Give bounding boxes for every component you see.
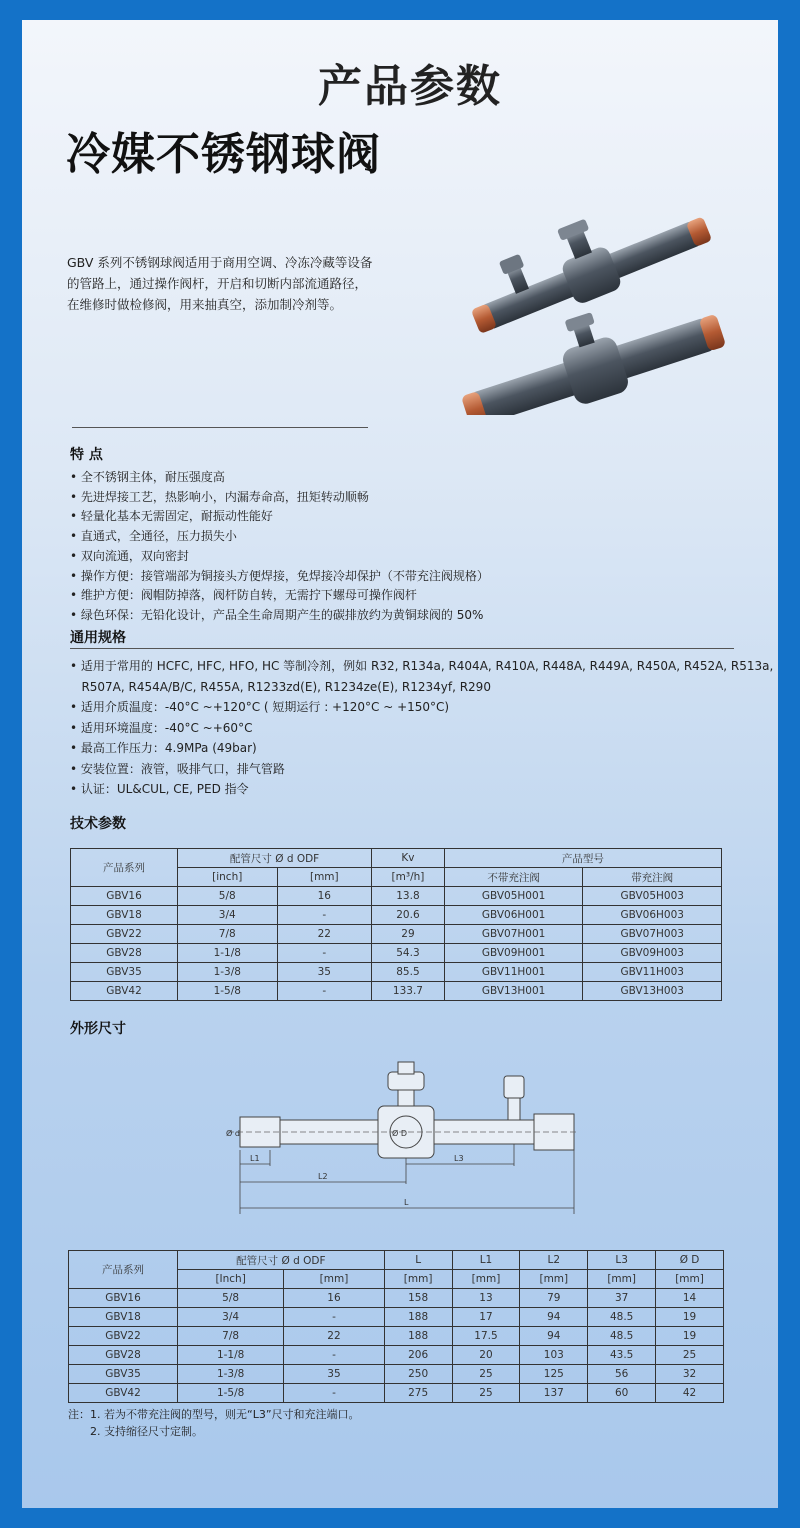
table-row: [71, 982, 722, 1001]
table-cell: 5/8: [178, 1289, 284, 1308]
table-row: [69, 1289, 724, 1308]
notes: [68, 1406, 360, 1440]
table-cell: GBV18: [69, 1308, 178, 1327]
table-cell: 275: [384, 1384, 452, 1403]
table-cell: 14: [656, 1289, 724, 1308]
header-L3: L3: [588, 1251, 656, 1270]
header-mm: [mm]: [384, 1270, 452, 1289]
table-cell: 1-1/8: [178, 944, 278, 963]
label-L3: L3: [454, 1154, 464, 1163]
table-cell: GBV05H001: [444, 887, 583, 906]
list-item: • 绿色环保：无铅化设计，产品全生命周期产生的碳排放约为黄铜球阀的 50%: [70, 607, 484, 622]
features-heading: 特 点: [70, 447, 103, 463]
table-cell: 1-1/8: [178, 1346, 284, 1365]
table-cell: 94: [520, 1308, 588, 1327]
table-cell: 1-5/8: [178, 1384, 284, 1403]
table-cell: 19: [656, 1327, 724, 1346]
table-row: [71, 887, 722, 906]
table-cell: GBV18: [71, 906, 178, 925]
specs-heading: 通用规格: [70, 630, 126, 646]
label-L2: L2: [318, 1172, 328, 1181]
header-series: 产品系列: [71, 849, 178, 887]
table-cell: 35: [277, 963, 372, 982]
table-cell: 1-3/8: [178, 1365, 284, 1384]
dims-table-body: [69, 1289, 724, 1403]
table-cell: 48.5: [588, 1327, 656, 1346]
table-cell: GBV11H001: [444, 963, 583, 982]
header-L: L: [384, 1251, 452, 1270]
table-cell: -: [277, 906, 372, 925]
header-no-charge: 不带充注阀: [444, 868, 583, 887]
dims-table: [68, 1250, 724, 1403]
table-cell: GBV16: [69, 1289, 178, 1308]
list-item: • 双向流通，双向密封: [70, 548, 189, 563]
table-cell: 250: [384, 1365, 452, 1384]
table-cell: GBV13H003: [583, 982, 722, 1001]
list-item: • 认证：UL&CUL, CE, PED 指令: [70, 782, 249, 796]
features-list: [70, 468, 489, 626]
tech-table-body: [71, 887, 722, 1001]
table-cell: 85.5: [372, 963, 445, 982]
header-mm: [mm]: [277, 868, 372, 887]
table-cell: -: [284, 1308, 384, 1327]
list-item: • 安装位置：液管，吸排气口，排气管路: [70, 761, 285, 776]
table-cell: 79: [520, 1289, 588, 1308]
table-cell: GBV13H001: [444, 982, 583, 1001]
header-mm: [mm]: [284, 1270, 384, 1289]
table-cell: GBV35: [71, 963, 178, 982]
table-cell: 29: [372, 925, 445, 944]
label-L: L: [404, 1198, 409, 1207]
table-cell: 7/8: [178, 925, 278, 944]
label-D: Ø D: [392, 1129, 407, 1138]
table-cell: 5/8: [178, 887, 278, 906]
table-cell: GBV28: [71, 944, 178, 963]
tech-heading: 技术参数: [70, 816, 126, 832]
list-item: • 维护方便：阀帽防掉落，阀杆防自转，无需拧下螺母可操作阀杆: [70, 588, 417, 603]
table-row: [69, 1327, 724, 1346]
table-cell: GBV28: [69, 1346, 178, 1365]
list-item: R507A, R454A/B/C, R455A, R1233zd(E), R1234ze(E), R1234yf, R290: [70, 679, 491, 694]
list-item: • 最高工作压力：4.9MPa (49bar): [70, 741, 257, 755]
list-item: • 适用环境温度：-40°C ~+60°C: [70, 720, 253, 735]
table-cell: GBV06H001: [444, 906, 583, 925]
table-cell: GBV42: [69, 1384, 178, 1403]
table-cell: 22: [277, 925, 372, 944]
table-cell: 22: [284, 1327, 384, 1346]
table-row: [69, 1384, 724, 1403]
table-cell: -: [284, 1346, 384, 1365]
table-row: [71, 906, 722, 925]
table-row: [69, 1346, 724, 1365]
header-mm: [mm]: [452, 1270, 520, 1289]
list-item: • 全不锈钢主体，耐压强度高: [70, 470, 225, 484]
table-cell: 16: [284, 1289, 384, 1308]
header-with-charge: 带充注阀: [583, 868, 722, 887]
list-item: • 轻量化基本无需固定，耐振动性能好: [70, 509, 273, 524]
header-mm: [mm]: [588, 1270, 656, 1289]
header-OD: Ø D: [656, 1251, 724, 1270]
table-cell: 19: [656, 1308, 724, 1327]
dimension-drawing: [218, 1054, 588, 1218]
table-cell: 25: [452, 1365, 520, 1384]
table-cell: GBV07H003: [583, 925, 722, 944]
note-line: 注：1. 若为不带充注阀的型号，则无“L3”尺寸和充注端口。: [68, 1408, 360, 1421]
table-row: [69, 1365, 724, 1384]
table-cell: 103: [520, 1346, 588, 1365]
intro-line: GBV 系列不锈钢球阀适用于商用空调、冷冻冷藏等设备: [67, 255, 373, 270]
header-L1: L1: [452, 1251, 520, 1270]
list-item: • 直通式，全通径，压力损失小: [70, 529, 237, 544]
header-model: 产品型号: [444, 849, 721, 868]
table-cell: GBV35: [69, 1365, 178, 1384]
list-item: • 先进焊接工艺，热影响小，内漏寿命高，扭矩转动顺畅: [70, 489, 369, 504]
table-cell: GBV05H003: [583, 887, 722, 906]
table-cell: 60: [588, 1384, 656, 1403]
table-row: [69, 1308, 724, 1327]
table-cell: 17.5: [452, 1327, 520, 1346]
note-line: 2. 支持缩径尺寸定制。: [90, 1425, 203, 1438]
page: [22, 20, 778, 1508]
table-cell: 206: [384, 1346, 452, 1365]
table-cell: 13: [452, 1289, 520, 1308]
product-image: [432, 185, 742, 415]
table-cell: 1-3/8: [178, 963, 278, 982]
table-cell: 32: [656, 1365, 724, 1384]
table-cell: -: [277, 982, 372, 1001]
table-cell: -: [277, 944, 372, 963]
header-mm: [mm]: [656, 1270, 724, 1289]
table-cell: 188: [384, 1327, 452, 1346]
intro-text: [67, 252, 387, 315]
table-cell: GBV06H003: [583, 906, 722, 925]
table-cell: GBV16: [71, 887, 178, 906]
header-pipe: 配管尺寸 Ø d ODF: [178, 849, 372, 868]
table-cell: 17: [452, 1308, 520, 1327]
table-cell: 37: [588, 1289, 656, 1308]
specs-list: [70, 656, 773, 800]
header-inch: [Inch]: [178, 1270, 284, 1289]
divider: [72, 427, 368, 428]
table-cell: 25: [452, 1384, 520, 1403]
table-cell: 158: [384, 1289, 452, 1308]
table-cell: 7/8: [178, 1327, 284, 1346]
table-cell: GBV22: [69, 1327, 178, 1346]
table-cell: 20.6: [372, 906, 445, 925]
list-item: • 适用于常用的 HCFC, HFC, HFO, HC 等制冷剂，例如 R32, R134a, R404A, R410A, R448A, R449A, R450A, R452A, R513a,: [70, 659, 774, 673]
table-cell: 188: [384, 1308, 452, 1327]
intro-line: 的管路上，通过操作阀杆，开启和切断内部流通路径，: [67, 276, 368, 291]
header-L2: L2: [520, 1251, 588, 1270]
table-cell: GBV09H003: [583, 944, 722, 963]
table-cell: 3/4: [178, 1308, 284, 1327]
table-cell: 16: [277, 887, 372, 906]
intro-line: 在维修时做检修阀，用来抽真空，添加制冷剂等。: [67, 297, 343, 312]
header-mm: [mm]: [520, 1270, 588, 1289]
table-cell: GBV09H001: [444, 944, 583, 963]
table-cell: 133.7: [372, 982, 445, 1001]
table-cell: 1-5/8: [178, 982, 278, 1001]
table-cell: 20: [452, 1346, 520, 1365]
table-cell: GBV22: [71, 925, 178, 944]
label-d: Ø d: [226, 1129, 240, 1138]
page-title: 产品参数: [318, 61, 502, 112]
table-cell: 25: [656, 1346, 724, 1365]
table-cell: 125: [520, 1365, 588, 1384]
table-cell: 48.5: [588, 1308, 656, 1327]
table-cell: 94: [520, 1327, 588, 1346]
table-cell: 54.3: [372, 944, 445, 963]
list-item: • 操作方便：接管端部为铜接头方便焊接，免焊接冷却保护（不带充注阀规格）: [70, 568, 489, 583]
table-cell: 56: [588, 1365, 656, 1384]
table-cell: 3/4: [178, 906, 278, 925]
header-series: 产品系列: [69, 1251, 178, 1289]
table-cell: 42: [656, 1384, 724, 1403]
table-cell: -: [284, 1384, 384, 1403]
header-kv-unit: [m³/h]: [372, 868, 445, 887]
table-cell: GBV11H003: [583, 963, 722, 982]
table-cell: GBV07H001: [444, 925, 583, 944]
dims-heading: 外形尺寸: [70, 1021, 126, 1037]
list-item: • 适用介质温度：-40°C ~+120°C ( 短期运行 : +120°C ~ +150°C): [70, 700, 450, 714]
label-L1: L1: [250, 1154, 260, 1163]
header-inch: [inch]: [178, 868, 278, 887]
table-row: [71, 963, 722, 982]
table-cell: 43.5: [588, 1346, 656, 1365]
divider: [70, 648, 734, 649]
product-title: 冷媒不锈钢球阀: [66, 129, 381, 180]
header-pipe: 配管尺寸 Ø d ODF: [178, 1251, 385, 1270]
table-cell: GBV42: [71, 982, 178, 1001]
header-kv: Kv: [372, 849, 445, 868]
table-row: [71, 925, 722, 944]
table-cell: 35: [284, 1365, 384, 1384]
tech-table: [70, 848, 722, 1001]
table-cell: 13.8: [372, 887, 445, 906]
table-cell: 137: [520, 1384, 588, 1403]
table-row: [71, 944, 722, 963]
